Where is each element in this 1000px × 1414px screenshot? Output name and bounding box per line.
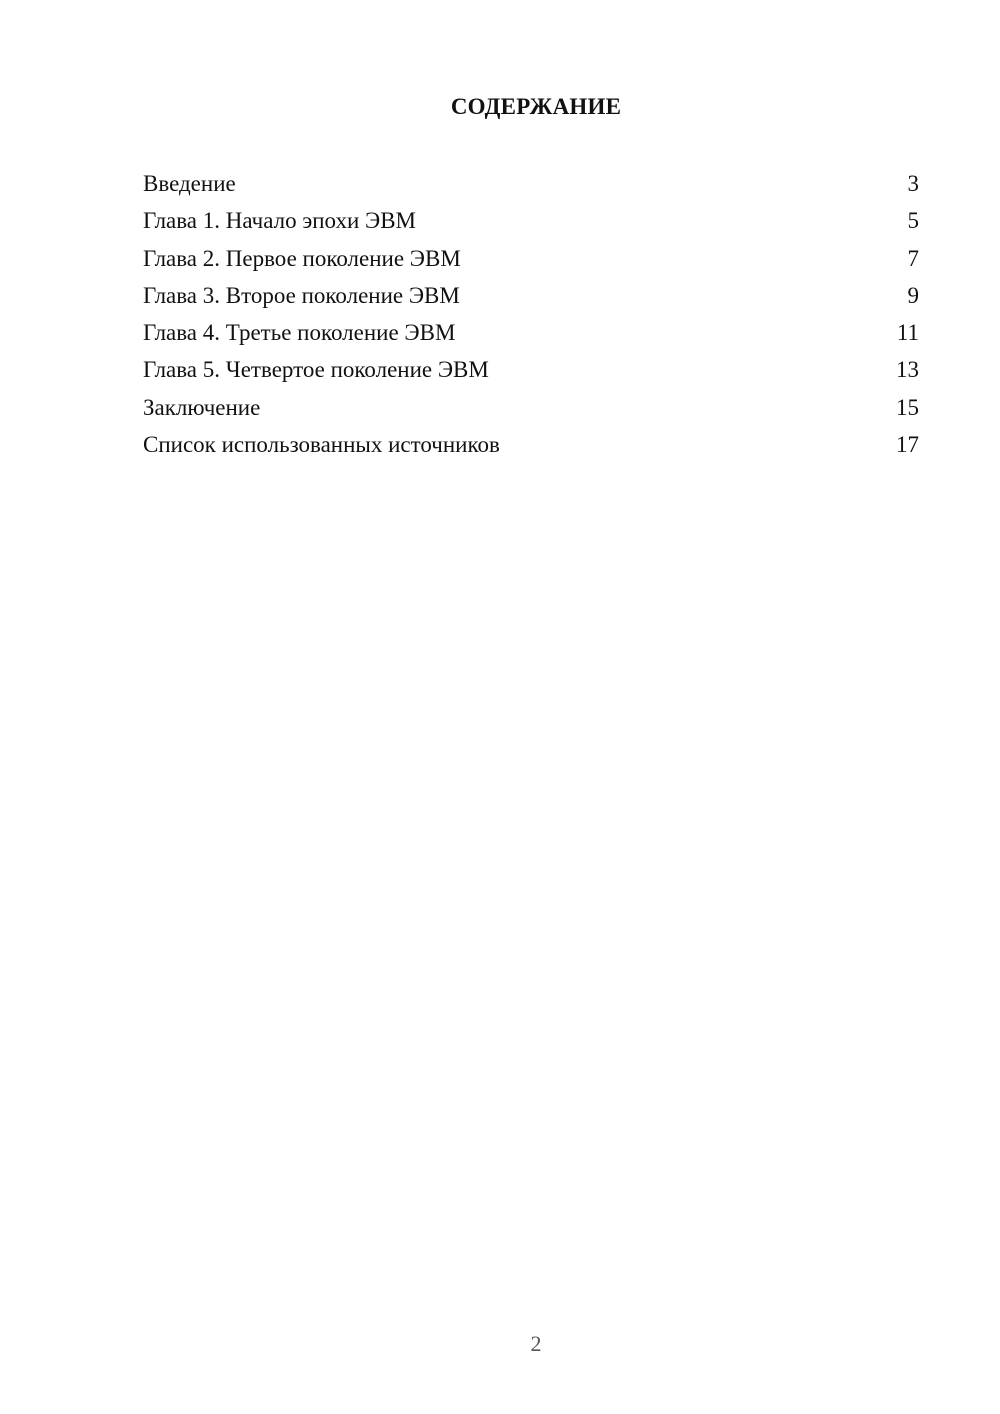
toc-entry-conclusion [143, 392, 919, 429]
toc-entry-label: Введение [143, 171, 236, 196]
toc-entry-introduction [143, 168, 919, 205]
toc-entry-chapter-5 [143, 354, 919, 391]
toc-entry-label: Заключение [143, 394, 261, 420]
toc-entry-page-number: 3 [907, 171, 919, 196]
toc-entry-page-number: 5 [907, 208, 919, 234]
toc-entry-page-number: 9 [907, 282, 919, 308]
toc-entry-page-number: 11 [896, 320, 919, 346]
toc-entry-label: Глава 4. Третье поколение ЭВМ [143, 320, 456, 346]
toc-entry-label: Глава 5. Четвертое поколение ЭВМ [143, 357, 489, 383]
table-of-contents [143, 168, 919, 466]
toc-entry-chapter-4 [143, 317, 919, 354]
page-title: СОДЕРЖАНИЕ [450, 94, 622, 119]
toc-entry-page-number: 15 [896, 394, 919, 420]
toc-entry-label: Глава 3. Второе поколение ЭВМ [143, 282, 460, 308]
toc-entry-page-number: 13 [896, 357, 919, 383]
toc-entry-chapter-2 [143, 243, 919, 280]
page-number: 2 [530, 1331, 542, 1356]
toc-entry-page-number: 17 [896, 432, 919, 458]
toc-entry-label: Глава 1. Начало эпохи ЭВМ [143, 208, 417, 234]
toc-entry-chapter-3 [143, 280, 919, 317]
toc-entry-references [143, 429, 919, 466]
toc-entry-label: Список использованных источников [143, 432, 500, 458]
toc-entry-page-number: 7 [907, 245, 919, 271]
toc-entry-chapter-1 [143, 205, 919, 242]
toc-entry-label: Глава 2. Первое поколение ЭВМ [143, 245, 461, 271]
